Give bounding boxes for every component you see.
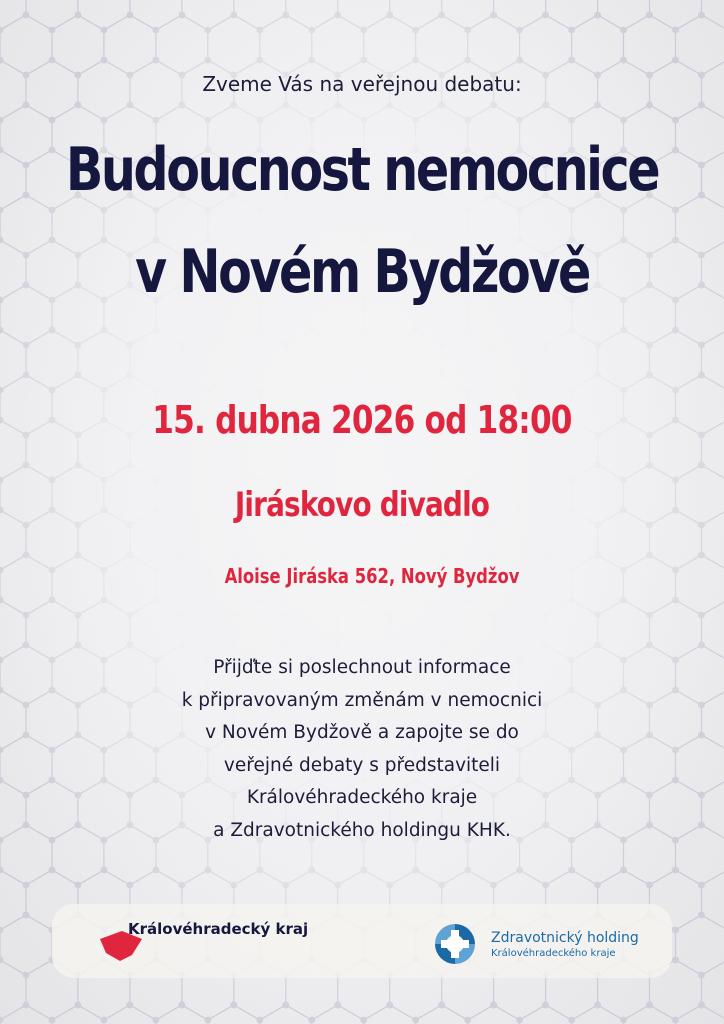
description-line: veřejné debaty s představiteli [223, 754, 501, 776]
invitation-line: Zveme Vás na veřejnou debatu: [202, 72, 522, 96]
event-address: Aloise Jiráska 562, Nový Bydžov [224, 564, 520, 588]
event-date: 15. dubna 2026 od 18:00 [152, 398, 572, 442]
description-line: a Zdravotnického holdingu KHK. [213, 819, 511, 841]
title-line-1: Budoucnost nemocnice [65, 135, 659, 205]
description-line: k připravovaným změnám v nemocnici [181, 689, 543, 711]
title-line-2: v Novém Bydžově [135, 237, 589, 307]
description [0, 652, 724, 847]
description-line: Královéhradeckého kraje [246, 787, 478, 808]
holding-name: Zdravotnický holding [491, 930, 639, 946]
description-line: Přijďte si poslechnout informace [213, 657, 511, 678]
description-line: v Novém Bydžově a zapojte se do [205, 722, 519, 743]
event-venue: Jiráskovo divadlo [234, 485, 490, 525]
holding-cross-logo-icon [432, 921, 478, 967]
holding-subtitle: Královéhradeckého kraje [491, 948, 616, 959]
kraj-name: Královéhradecký kraj [128, 920, 309, 938]
